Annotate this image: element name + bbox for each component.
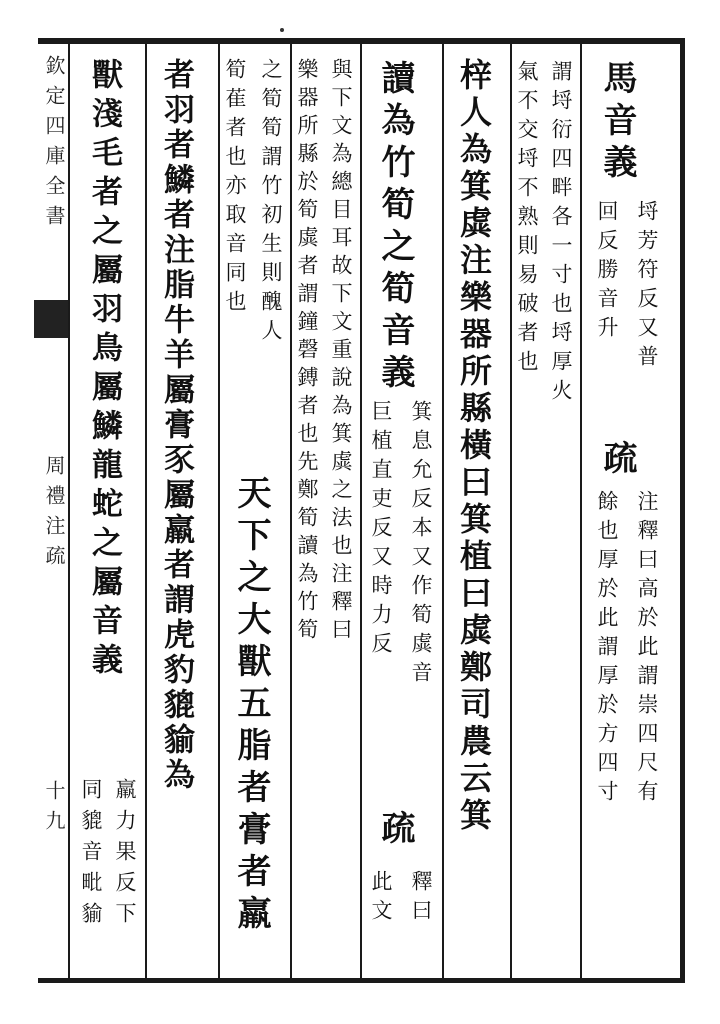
column-divider [442,44,444,978]
column-1-note-right: 埒芳符反又普 [635,200,659,374]
column-5-note-right: 與下文為總目耳故下文重說為箕虡之法也注釋曰 [329,58,353,646]
column-5-note-left: 樂器所縣於筍虡者謂鐘磬鎛者也先鄭筍讀為竹筍 [295,58,319,646]
column-4-shu: 疏 [375,810,415,852]
column-2-note-right: 謂埒衍四畔各一寸也埒厚火 [549,60,573,408]
column-4-note2-right: 釋曰 [409,870,433,928]
column-8-main: 獸淺毛者之屬羽鳥屬鱗龍蛇之屬音義 [86,58,122,682]
column-1-main: 馬音義 [597,60,637,186]
bottom-border-rule [38,978,684,983]
column-3-main: 梓人為箕虡注樂器所縣橫曰箕植曰虡鄭司農云箕 [455,58,493,835]
top-dot [280,28,284,32]
book-title: 欽定四庫全書 [42,55,66,235]
chapter-title: 周禮注疏 [42,455,66,575]
column-1-shu: 疏 [597,440,637,482]
column-6-main: 天下之大獸五脂者膏者羸 [231,475,271,937]
column-8-note-right: 羸力果反下 [113,778,137,933]
column-divider [510,44,512,978]
column-8-note-left: 同貔音毗貐 [79,778,103,933]
center-line [68,44,70,978]
column-1-note-left: 回反勝音升 [595,200,619,345]
column-4-note-right: 箕息允反本又作筍虡音 [409,400,433,690]
column-4-main: 讀為竹筍之筍音義 [375,60,415,396]
column-divider [360,44,362,978]
column-divider [580,44,582,978]
column-2-note-left: 氣不交埒不熟則易破者也 [515,60,539,379]
column-1-note2-left: 餘也厚於此謂厚於方四寸 [595,490,619,809]
right-border-rule [680,38,685,983]
page-number: 十九 [42,780,66,840]
column-divider [145,44,147,978]
column-7-main: 者羽者鱗者注脂牛羊屬膏豕屬羸者謂虎豹貔貐為 [158,58,194,793]
column-4-note2-left: 此文 [369,870,393,928]
column-4-note-left: 巨植直吏反又時力反 [369,400,393,661]
column-6-note-left: 筍萑者也亦取音同也 [223,58,247,319]
column-1-note2-right: 注釋曰高於此謂崇四尺有 [635,490,659,809]
column-divider [290,44,292,978]
column-divider [218,44,220,978]
fishtail-mark [34,300,68,338]
column-6-note-right: 之筍筍謂竹初生則醜人 [259,58,283,348]
